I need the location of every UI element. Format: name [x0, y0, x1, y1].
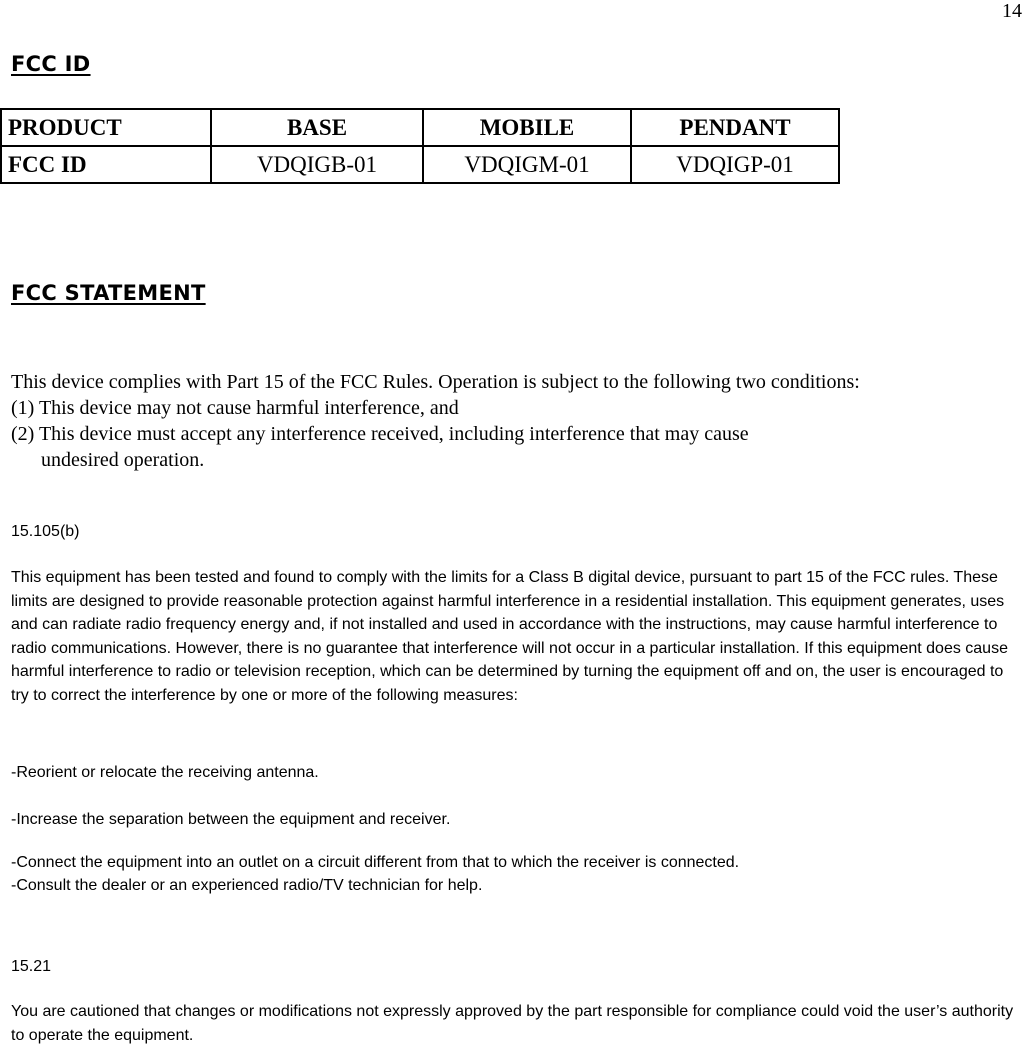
section-1521-paragraph: You are cautioned that changes or modifications not expressly approved by the part responsible for compliance could void the user’s authority to operate the equipment. [11, 1003, 1014, 1044]
table-header-cell: MOBILE [423, 109, 631, 146]
fcc-id-heading: FCC ID [11, 52, 91, 76]
table-cell: VDQIGM-01 [423, 146, 631, 183]
table-cell: VDQIGB-01 [211, 146, 423, 183]
table-header-cell: PRODUCT [1, 109, 211, 146]
statement-condition-2-continued: undesired operation. [41, 449, 205, 471]
section-15105-label: 15.105(b) [11, 523, 80, 540]
table-cell: VDQIGP-01 [631, 146, 839, 183]
table-header-row [1, 109, 839, 146]
table-header-cell: PENDANT [631, 109, 839, 146]
fcc-id-table [0, 108, 840, 184]
measure-item: -Connect the equipment into an outlet on a circuit different from that to which the receiver is connected. [11, 854, 740, 871]
measure-item: -Consult the dealer or an experienced radio/TV technician for help. [11, 877, 483, 894]
statement-intro: This device complies with Part 15 of the FCC Rules. Operation is subject to the following two conditions: [11, 371, 860, 393]
page-number: 14 [1002, 0, 1022, 22]
statement-condition-2: (2) This device must accept any interference received, including interference that may cause [11, 423, 749, 445]
measure-item: -Reorient or relocate the receiving antenna. [11, 764, 319, 781]
fcc-statement-heading: FCC STATEMENT [11, 281, 206, 305]
section-15105-paragraph: This equipment has been tested and found to comply with the limits for a Class B digital device, pursuant to part 15 of the FCC rules. These limits are designed to provide reasonable protection against harmful interference in a residential installation. This equipment generates, uses and can radiate radio frequency energy and, if not installed and used in accordance with the instructions, may cause harmful interference to radio communications. However, there is no guarantee that interference will not occur in a particular installation. If this equipment does cause harmful interference to radio or television reception, which can be determined by turning the equipment off and on, the user is encouraged to try to correct the interference by one or more of the following measures: [11, 569, 1008, 704]
table-header-cell: BASE [211, 109, 423, 146]
fcc-statement-body [11, 369, 860, 473]
measure-item: -Increase the separation between the equipment and receiver. [11, 811, 451, 828]
section-1521-label: 15.21 [11, 958, 52, 975]
table-row [1, 146, 839, 183]
statement-condition-1: (1) This device may not cause harmful interference, and [11, 397, 459, 419]
table-cell: FCC ID [1, 146, 211, 183]
